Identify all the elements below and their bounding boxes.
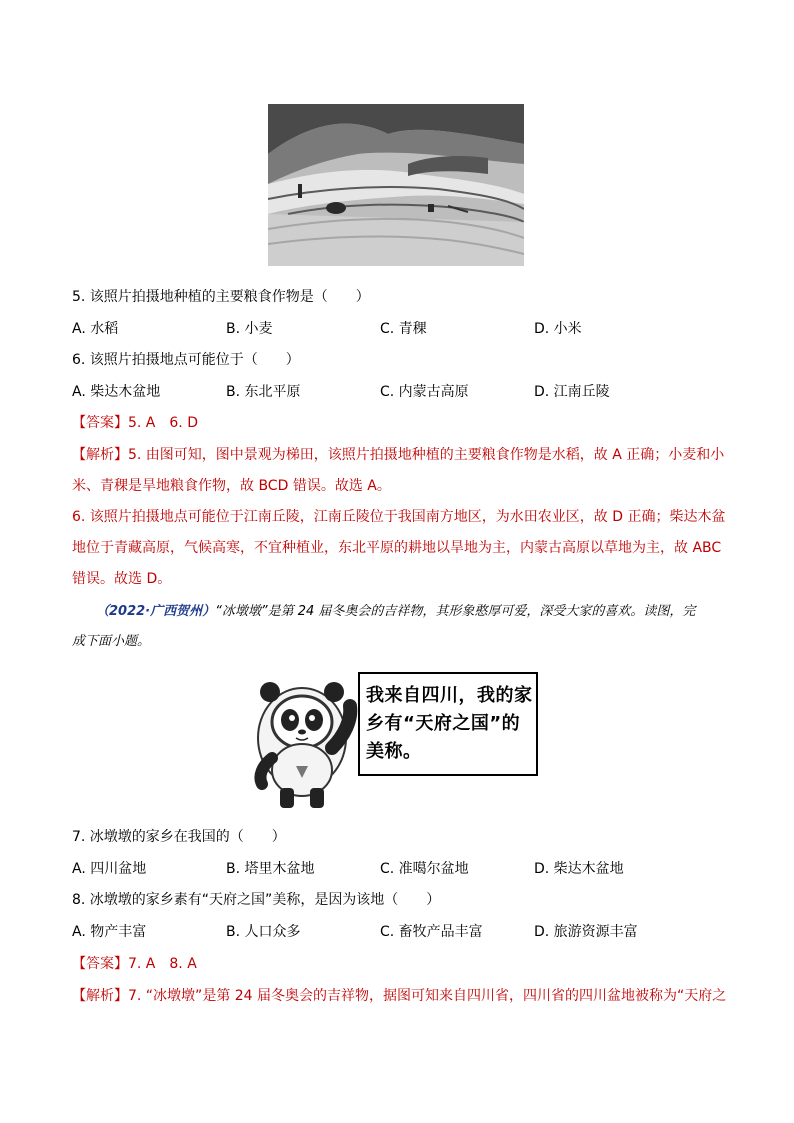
speech-bubble-text: 我来自四川，我的家乡有“天府之国”的美称。 (366, 685, 533, 762)
question-5: 5. 该照片拍摄地种植的主要粮食作物是（ ） (72, 289, 370, 305)
analysis-1-line-2: 米、青稞是旱地粮食作物，故 BCD 错误。故选 A。 (72, 478, 391, 494)
answer-tag: 【答案】 (72, 956, 128, 972)
q7-option-a: A. 四川盆地 (72, 861, 147, 877)
analysis-tag: 【解析】 (72, 988, 128, 1004)
q7-option-b: B. 塔里木盆地 (226, 861, 315, 877)
answer-text: 5. A 6. D (128, 415, 198, 431)
q5-option-c: C. 青稞 (380, 321, 427, 337)
q6-option-b: B. 东北平原 (226, 384, 301, 400)
q6-option-a: A. 柴达木盆地 (72, 384, 161, 400)
question-7: 7. 冰墩墩的家乡在我国的（ ） (72, 829, 286, 845)
q6-option-d: D. 江南丘陵 (534, 384, 610, 400)
analysis-1-line-4: 地位于青藏高原，气候高寒，不宜种植业，东北平原的耕地以旱地为主，内蒙古高原以草地为主，故 ABC (72, 540, 722, 556)
q7-option-c: C. 准噶尔盆地 (380, 861, 469, 877)
answer-block-2 (72, 954, 197, 974)
analysis-1-line-1: 【解析】5. 由图可知，图中景观为梯田，该照片拍摄地种植的主要粮食作物是水稻，故 A 正确；小麦和小 (72, 447, 725, 463)
question-6: 6. 该照片拍摄地点可能位于（ ） (72, 352, 300, 368)
passage-line-2: 成下面小题。 (72, 634, 151, 649)
analysis-tag: 【解析】 (72, 447, 128, 463)
q5-option-a: A. 水稻 (72, 321, 119, 337)
q8-option-d: D. 旅游资源丰富 (534, 924, 638, 940)
analysis-1-line-3: 6. 该照片拍摄地点可能位于江南丘陵，江南丘陵位于我国南方地区，为水田农业区，故 D 正确；柴达木盆 (72, 509, 726, 525)
q8-option-a: A. 物产丰富 (72, 924, 147, 940)
question-8: 8. 冰墩墩的家乡素有“天府之国”美称，是因为该地（ ） (72, 892, 441, 908)
answer-block-1 (72, 413, 198, 433)
analysis-1-line-5: 错误。故选 D。 (72, 571, 172, 587)
answer-tag: 【答案】 (72, 415, 128, 431)
q6-option-c: C. 内蒙古高原 (380, 384, 469, 400)
q5-option-b: B. 小麦 (226, 321, 273, 337)
passage-source: （2022·广西贺州） (96, 604, 216, 619)
q7-option-d: D. 柴达木盆地 (534, 861, 624, 877)
q8-option-c: C. 畜牧产品丰富 (380, 924, 483, 940)
answer-text: 7. A 8. A (128, 956, 197, 972)
q5-option-d: D. 小米 (534, 321, 582, 337)
q8-option-b: B. 人口众多 (226, 924, 301, 940)
analysis-2-line-1: 【解析】7. “冰墩墩”是第 24 届冬奥会的吉祥物，据图可知来自四川省，四川省的四川盆地被称为“天府之 (72, 988, 727, 1004)
passage-line-1: （2022·广西贺州）“冰墩墩”是第 24 届冬奥会的吉祥物，其形象憨厚可爱，深受大家的喜欢。读图，完 (96, 604, 696, 619)
terraced-field-photo (268, 104, 524, 266)
